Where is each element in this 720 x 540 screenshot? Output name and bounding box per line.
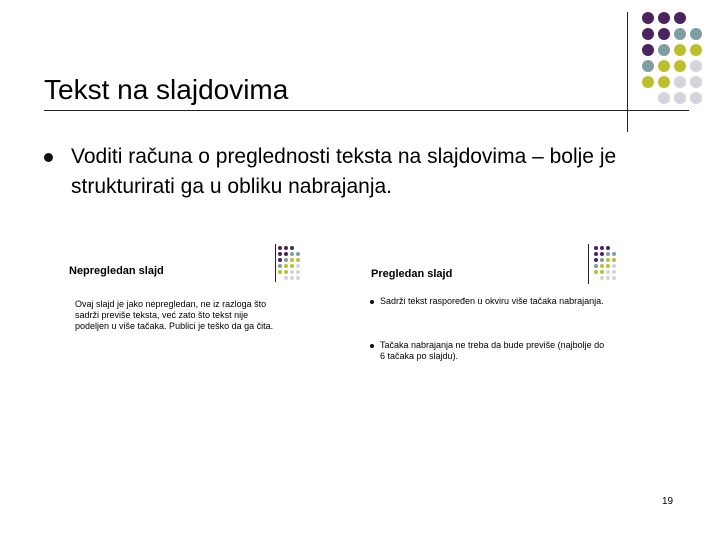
decorative-dot: [600, 264, 604, 268]
decorative-dot: [296, 264, 300, 268]
decorative-dot: [612, 258, 616, 262]
decorative-dot: [290, 276, 294, 280]
decorative-dot: [658, 44, 670, 56]
decorative-dot: [674, 28, 686, 40]
page-number: 19: [662, 496, 674, 507]
decorative-dot: [600, 246, 604, 250]
decorative-dot: [606, 276, 610, 280]
decorative-dot: [284, 264, 288, 268]
decorative-dot: [612, 252, 616, 256]
decorative-dot: [284, 276, 288, 280]
decorative-dot: [284, 270, 288, 274]
decorative-dot: [606, 252, 610, 256]
decorative-dot: [612, 276, 616, 280]
decorative-dot: [284, 246, 288, 250]
bullet-marker: [44, 153, 53, 162]
decorative-dot: [290, 258, 294, 262]
decorative-dot: [284, 252, 288, 256]
decorative-dot: [674, 12, 686, 24]
decorative-dot: [674, 44, 686, 56]
decorative-dot: [642, 76, 654, 88]
decorative-dot: [278, 270, 282, 274]
decorative-dot: [278, 252, 282, 256]
example-title: Pregledan slajd: [371, 268, 453, 280]
decorative-dot-grid: [0, 0, 720, 140]
decorative-dot: [642, 44, 654, 56]
example-paragraph: Ovaj slajd je jako nepregledan, ne iz razloga što sadrži previše teksta, već zato što tekst nije podeljen u više tačaka. Publici je teško da ga čita.: [75, 299, 274, 331]
slide-title: Tekst na slajdovima: [44, 74, 289, 105]
example-bullet-text: Tačaka nabrajanja ne treba da bude previše (najbolje do 6 tačaka po slajdu).: [380, 340, 605, 361]
decorative-dot: [290, 270, 294, 274]
decorative-dot: [658, 76, 670, 88]
decorative-dot: [674, 92, 686, 104]
example-title: Nepregledan slajd: [69, 265, 164, 277]
decorative-dot: [642, 60, 654, 72]
decorative-dot: [296, 276, 300, 280]
decorative-dot: [290, 252, 294, 256]
decorative-dot: [690, 92, 702, 104]
decorative-dot: [296, 252, 300, 256]
decorative-dot: [594, 270, 598, 274]
decorative-dot: [690, 76, 702, 88]
decorative-dot: [606, 270, 610, 274]
thumbnail-vertical-line: [588, 244, 589, 284]
decorative-dot: [642, 12, 654, 24]
decorative-dot: [642, 28, 654, 40]
decorative-dot: [278, 264, 282, 268]
decorative-dot: [674, 60, 686, 72]
decorative-dot: [690, 44, 702, 56]
decorative-dot: [278, 258, 282, 262]
decorative-dot: [600, 258, 604, 262]
decorative-dot: [296, 270, 300, 274]
decorative-dot: [290, 264, 294, 268]
decorative-dot: [594, 252, 598, 256]
decorative-dot: [690, 28, 702, 40]
decorative-dot: [284, 258, 288, 262]
decorative-dot: [690, 60, 702, 72]
decorative-dot: [612, 270, 616, 274]
decorative-dot: [594, 246, 598, 250]
example-bullet-text: Sadrži tekst raspoređen u okviru više tačaka nabrajanja.: [380, 296, 604, 306]
decorative-dot: [600, 270, 604, 274]
decorative-dot: [290, 246, 294, 250]
example-bullet-marker: [370, 300, 374, 304]
decorative-dot: [658, 92, 670, 104]
decorative-dot: [658, 28, 670, 40]
decorative-vertical-line: [627, 12, 628, 132]
decorative-dot: [612, 264, 616, 268]
decorative-dot: [606, 264, 610, 268]
decorative-dot: [296, 258, 300, 262]
example-bullet-marker: [370, 344, 374, 348]
decorative-dot: [600, 252, 604, 256]
decorative-dot: [594, 264, 598, 268]
decorative-dot: [606, 258, 610, 262]
decorative-dot: [658, 12, 670, 24]
title-underline: [44, 110, 689, 111]
decorative-dot: [658, 60, 670, 72]
bullet-text: Voditi računa o preglednosti teksta na slajdovima – bolje je strukturirati ga u obliku nabrajanja.: [71, 145, 617, 198]
decorative-dot: [278, 246, 282, 250]
decorative-dot: [606, 246, 610, 250]
decorative-dot: [600, 276, 604, 280]
decorative-dot: [594, 258, 598, 262]
decorative-dot: [674, 76, 686, 88]
thumbnail-vertical-line: [275, 244, 276, 282]
